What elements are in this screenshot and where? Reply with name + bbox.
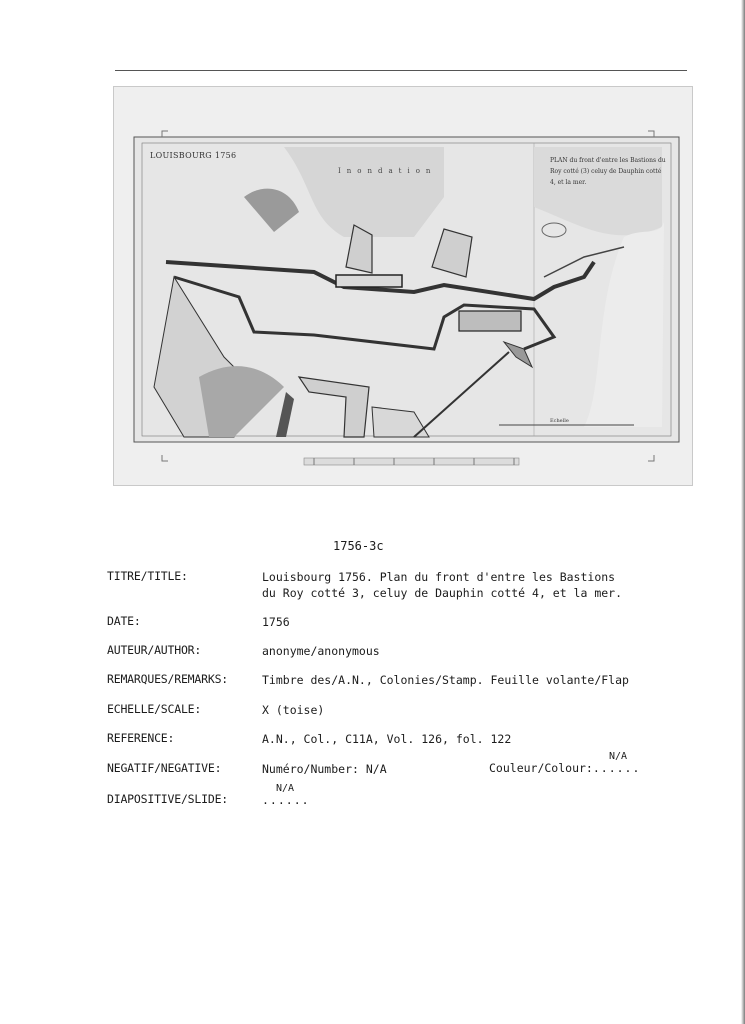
remarks-label: REMARQUES/REMARKS: <box>107 672 229 686</box>
negative-label: NEGATIF/NEGATIVE: <box>107 761 222 775</box>
map-legend: PLAN du front d'entre les Bastions du Roy cotté (3) celuy de Dauphin cotté 4, et la mer. <box>550 157 666 186</box>
negative-colour-value: N/A <box>609 751 628 762</box>
scale-value: X (toise) <box>262 703 325 717</box>
negative-colour <box>489 751 641 775</box>
slide-dots: ...... <box>262 793 310 807</box>
author-value: anonyme/anonymous <box>262 644 380 658</box>
date-value: 1756 <box>262 615 290 629</box>
negative-number: Numéro/Number: N/A <box>262 762 387 776</box>
document-reference: 1756-3c <box>333 539 384 553</box>
title-value <box>262 569 622 601</box>
negative-colour-dots: ...... <box>592 761 641 775</box>
title-line-2: du Roy cotté 3, celuy de Dauphin cotté 4, et la mer. <box>262 586 623 600</box>
map-inondation-label: Inondation <box>338 167 437 175</box>
title-label: TITRE/TITLE: <box>107 569 188 583</box>
author-label: AUTEUR/AUTHOR: <box>107 643 202 657</box>
map-photograph <box>113 86 693 486</box>
slide-label: DIAPOSITIVE/SLIDE: <box>107 792 229 806</box>
date-label: DATE: <box>107 614 141 628</box>
map-scale-label: Echelle <box>550 418 569 424</box>
top-rule <box>115 70 687 71</box>
slide-value: N/A <box>276 783 295 794</box>
remarks-value: Timbre des/A.N., Colonies/Stamp. Feuille volante/Flap <box>262 673 629 687</box>
scale-label: ECHELLE/SCALE: <box>107 702 202 716</box>
reference-label: REFERENCE: <box>107 731 175 745</box>
page-edge-shadow <box>741 0 745 1024</box>
map-drawing <box>114 87 692 485</box>
map-title: LOUISBOURG 1756 <box>150 151 237 160</box>
reference-value: A.N., Col., C11A, Vol. 126, fol. 122 <box>262 732 512 746</box>
title-line-1: Louisbourg 1756. Plan du front d'entre les Bastions <box>262 570 616 584</box>
negative-colour-label: Couleur/Colour: <box>489 761 593 775</box>
